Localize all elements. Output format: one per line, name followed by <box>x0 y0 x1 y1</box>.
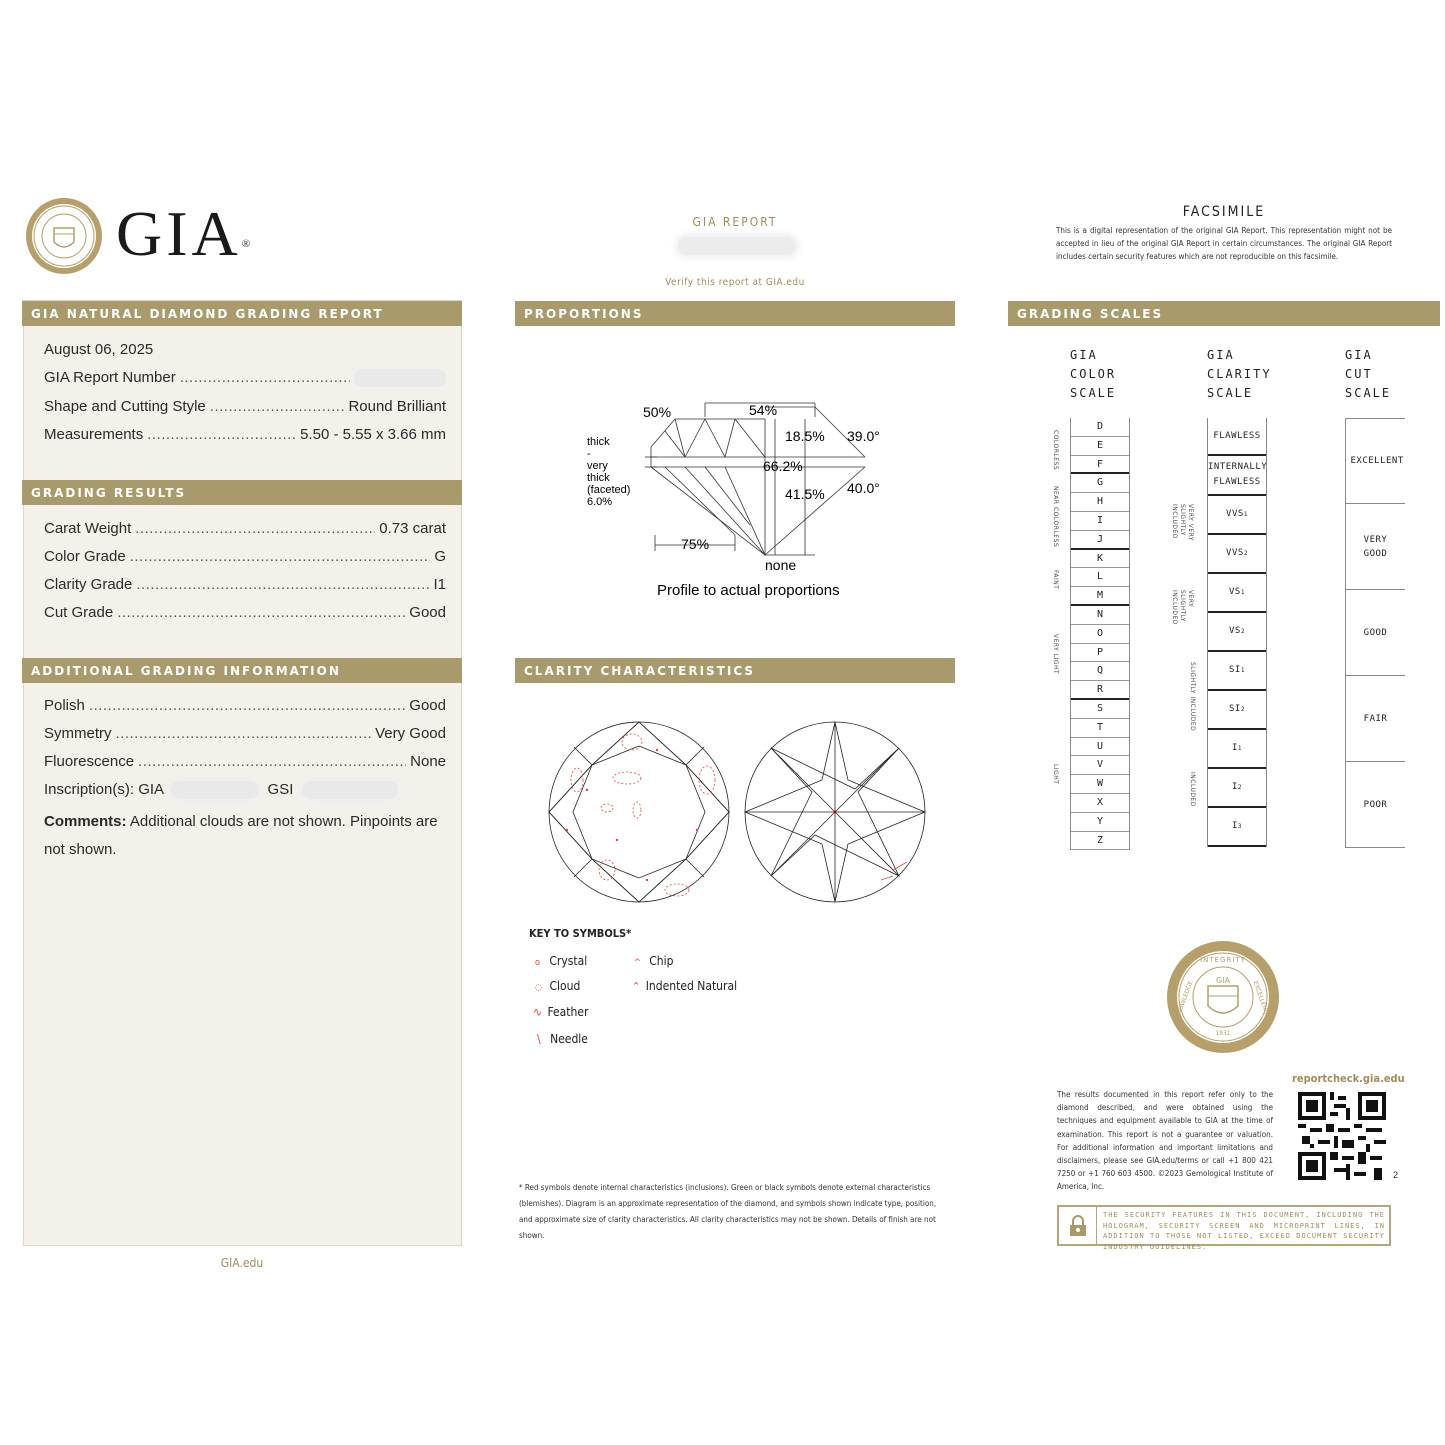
clarity-grade-9 <box>1208 769 1266 808</box>
girdle-l5: (faceted) <box>587 484 631 496</box>
grading-results-bar: GRADING RESULTS <box>22 480 462 505</box>
color-grade-y: Y <box>1071 813 1129 832</box>
seal-left: KNOWLEDGE <box>1174 979 1195 1020</box>
color-grade-o: O <box>1071 625 1129 644</box>
carat-value: 0.73 carat <box>379 520 446 537</box>
color-value: G <box>434 548 446 565</box>
chip-icon: ^ <box>634 958 641 968</box>
proportions-caption: Profile to actual proportions <box>657 582 840 599</box>
fluorescence-row <box>44 753 446 770</box>
clarity-grade-4 <box>1208 574 1266 613</box>
report-date: August 06, 2025 <box>44 341 154 358</box>
color-grade-p: P <box>1071 644 1129 663</box>
clarity-grade-label: SI <box>1229 704 1241 714</box>
gia-seal <box>1166 940 1280 1054</box>
shape-value: Round Brilliant <box>348 398 446 415</box>
key-feather: ∿ Feather <box>533 1005 589 1019</box>
clarity-grade-sub: 1 <box>1237 745 1243 752</box>
clarity-grade-5 <box>1208 613 1266 652</box>
girdle-l1: thick <box>587 436 610 448</box>
color-grade-t: T <box>1071 719 1129 738</box>
seal-center: GIA <box>1215 976 1231 985</box>
clarity-grade-label: I <box>1231 743 1238 753</box>
verify-text[interactable]: Verify this report at GIA.edu <box>665 277 805 288</box>
inscription-gia-redacted <box>171 781 259 799</box>
inscription-label: Inscription(s): GIA <box>44 781 164 798</box>
cloud-icon: ◌ <box>535 983 543 993</box>
seal-right: EXCELLENCE <box>1251 980 1272 1019</box>
color-grade-z: Z <box>1071 832 1129 851</box>
security-box <box>1057 1205 1391 1251</box>
gia-wordmark: GIA® <box>116 198 255 269</box>
clarity-grade-sub: 1 <box>1240 667 1245 674</box>
seal-year: 1931 <box>1215 1030 1231 1037</box>
color-grade-i: I <box>1071 512 1129 531</box>
color-grade-l: L <box>1071 568 1129 587</box>
color-group-colorless: COLORLESS <box>1052 430 1059 471</box>
footer-gia-edu[interactable]: GIA.edu <box>220 1256 264 1270</box>
clarity-grade-3 <box>1208 535 1266 574</box>
comments-label: Comments: <box>44 813 127 830</box>
clarity-grade-label: FLAWLESS <box>1213 430 1261 441</box>
fluorescence-value: None <box>410 753 446 770</box>
culet: none <box>765 557 797 573</box>
crown-angle: 39.0° <box>847 428 880 444</box>
qr-page-number: 2 <box>1393 1170 1399 1180</box>
grading-scales-bar: GRADING SCALES <box>1008 301 1440 326</box>
key-title: KEY TO SYMBOLS* <box>529 927 632 940</box>
girdle-l6: 6.0% <box>587 496 613 508</box>
carat-label: Carat Weight <box>44 520 132 537</box>
cut-label: Cut Grade <box>44 604 114 621</box>
needle-icon: \ <box>537 1032 541 1046</box>
color-grade-x: X <box>1071 794 1129 813</box>
color-grade-n: N <box>1071 606 1129 625</box>
clarity-group-included: INCLUDED <box>1189 772 1196 807</box>
clarity-grade-label: VS <box>1229 587 1241 597</box>
key-cloud: ◌ Cloud <box>535 979 581 993</box>
table-pct: 54% <box>749 402 778 418</box>
clarity-row <box>44 576 446 593</box>
clarity-grade-label: VVS <box>1226 509 1244 519</box>
polish-value: Good <box>409 697 446 714</box>
clarity-grade-2 <box>1208 496 1266 535</box>
cut-scale <box>1345 418 1405 848</box>
cut-grade-1: VERY GOOD <box>1346 504 1405 590</box>
color-grade-q: Q <box>1071 662 1129 681</box>
clarity-grade-sub: 1 <box>1243 511 1248 518</box>
clarity-label: Clarity Grade <box>44 576 133 593</box>
report-number-redacted <box>678 237 796 255</box>
clarity-bar: CLARITY CHARACTERISTICS <box>515 658 955 683</box>
total-depth: 66.2% <box>763 458 803 474</box>
proportions-bar: PROPORTIONS <box>515 301 955 326</box>
color-grade-j: J <box>1071 531 1129 550</box>
color-group-faint: FAINT <box>1052 570 1059 590</box>
additional-info-bar: ADDITIONAL GRADING INFORMATION <box>22 658 462 683</box>
report-label: GIA REPORT <box>692 215 778 229</box>
carat-row <box>44 520 446 537</box>
clarity-grade-sub: 2 <box>1240 706 1245 713</box>
cut-row <box>44 604 446 621</box>
color-grade-u: U <box>1071 738 1129 757</box>
girdle-l3: very <box>587 460 608 472</box>
crystal-icon: o <box>535 958 540 968</box>
color-grade-f: F <box>1071 456 1129 475</box>
comments <box>44 808 444 864</box>
inscription-row <box>44 781 398 799</box>
cut-grade-4: POOR <box>1346 762 1405 848</box>
facsimile-title: FACSIMILE <box>1182 204 1266 220</box>
color-grade-h: H <box>1071 493 1129 512</box>
proportions-diagram <box>575 395 905 605</box>
clarity-grade-10 <box>1208 808 1266 847</box>
color-group-light: LIGHT <box>1052 764 1059 785</box>
cut-grade-0: EXCELLENT <box>1346 419 1405 504</box>
color-grade-r: R <box>1071 681 1129 700</box>
color-grade-w: W <box>1071 775 1129 794</box>
clarity-grade-label: INTERNALLY FLAWLESS <box>1208 462 1268 487</box>
color-grade-m: M <box>1071 587 1129 606</box>
girdle-l2: - <box>587 448 591 460</box>
key-crystal: o Crystal <box>535 954 588 968</box>
clarity-grade-sub: 3 <box>1237 823 1243 830</box>
color-scale-head: GIA COLOR SCALE <box>1070 348 1117 400</box>
key-indented-natural: ⌃ Indented Natural <box>632 979 738 993</box>
symmetry-value: Very Good <box>375 725 446 742</box>
clarity-grade-sub: 2 <box>1237 784 1243 791</box>
clarity-grade-label: SI <box>1229 665 1241 675</box>
clarity-grade-label: VS <box>1229 626 1241 636</box>
report-title-bar: GIA NATURAL DIAMOND GRADING REPORT <box>22 301 462 326</box>
seal-top: INTEGRITY <box>1200 956 1246 964</box>
gia-seal-icon <box>24 196 104 276</box>
pavilion-angle: 40.0° <box>847 480 880 496</box>
polish-label: Polish <box>44 697 85 714</box>
inscription-gsi-redacted <box>302 781 398 799</box>
key-chip: ^ Chip <box>634 954 674 968</box>
clarity-group-vvs: VERY VERY SLIGHTLY INCLUDED <box>1171 504 1194 542</box>
clarity-grade-7 <box>1208 691 1266 730</box>
shape-label: Shape and Cutting Style <box>44 398 206 415</box>
color-grade-s: S <box>1071 700 1129 719</box>
feather-icon: ∿ <box>533 1005 543 1019</box>
fluorescence-label: Fluorescence <box>44 753 135 770</box>
comments-text: Additional clouds are not shown. Pinpoints are not shown. <box>44 813 438 858</box>
clarity-scale <box>1207 418 1267 847</box>
clarity-grade-sub: 1 <box>1240 589 1245 596</box>
cut-grade-3: FAIR <box>1346 676 1405 762</box>
clarity-group-vs: VERY SLIGHTLY INCLUDED <box>1171 590 1194 625</box>
clarity-scale-head: GIA CLARITY SCALE <box>1207 348 1272 400</box>
clarity-grade-sub: 2 <box>1243 550 1248 557</box>
measurements-label: Measurements <box>44 426 144 443</box>
color-grade-e: E <box>1071 437 1129 456</box>
qr-code-icon[interactable] <box>1298 1092 1386 1180</box>
lower-half: 75% <box>681 536 710 552</box>
clarity-grade-label: I <box>1231 782 1238 792</box>
cut-scale-head: GIA CUT SCALE <box>1345 348 1392 400</box>
lock-icon <box>1059 1207 1097 1244</box>
color-row <box>44 548 446 565</box>
legal-text: The results documented in this report refer only to the diamond described, and were obtained using the techniques and equipment available to GIA at the time of examination. This report is not a guarantee or valuation. For additional information and important limitations and disclaimers, please see GIA.edu/terms or call +1 800 421 7250 or +1 760 603 4500. ©2023 Gemological Institute of America, Inc. <box>1057 1090 1273 1192</box>
color-label: Color Grade <box>44 548 126 565</box>
color-group-very-light: VERY LIGHT <box>1052 634 1059 675</box>
color-group-near-colorless: NEAR COLORLESS <box>1052 486 1059 548</box>
symmetry-label: Symmetry <box>44 725 112 742</box>
girdle-l4: thick <box>587 472 610 484</box>
clarity-group-si: SLIGHTLY INCLUDED <box>1189 662 1196 732</box>
clarity-plot-crown <box>547 720 731 904</box>
report-number-row <box>44 369 446 387</box>
measurements-value: 5.50 - 5.55 x 3.66 mm <box>300 426 446 443</box>
pavilion-depth: 41.5% <box>785 486 825 502</box>
clarity-grade-8 <box>1208 730 1266 769</box>
report-number-value-redacted <box>354 369 446 387</box>
security-text: THE SECURITY FEATURES IN THIS DOCUMENT, INCLUDING THE HOLOGRAM, SECURITY SCREEN AND MICROPRINT LINES, IN ADDITION TO THOSE NOT LISTED, EXCEED DOCUMENT SECURITY INDUSTRY GUIDELINES. <box>1103 1211 1385 1251</box>
color-grade-v: V <box>1071 756 1129 775</box>
clarity-value: I1 <box>433 576 446 593</box>
clarity-grade-6 <box>1208 652 1266 691</box>
cut-value: Good <box>409 604 446 621</box>
clarity-grade-1 <box>1208 456 1266 496</box>
crown-height: 18.5% <box>785 428 825 444</box>
color-grade-d: D <box>1071 418 1129 437</box>
clarity-grade-0 <box>1208 418 1266 456</box>
report-number-label: GIA Report Number <box>44 369 176 386</box>
indented-natural-icon: ⌃ <box>632 980 641 993</box>
facsimile-text: This is a digital representation of the original GIA Report. This representation might not be accepted in lieu of the original GIA Report in certain circumstances. The original GIA Report includes certain security features which are not reproducible on this facsimile. <box>1056 226 1392 261</box>
measurements-row <box>44 426 446 443</box>
symmetry-row <box>44 725 446 742</box>
crown-pct: 50% <box>643 404 672 420</box>
reportcheck-url[interactable]: reportcheck.gia.edu <box>1292 1072 1405 1085</box>
key-needle: \ Needle <box>537 1032 588 1046</box>
clarity-grade-label: VVS <box>1226 548 1244 558</box>
clarity-footnote: * Red symbols denote internal characteristics (inclusions). Green or black symbols denote external characteristics (blemishes). Diagram is an approximate representation of the diamond, and symbols shown indicate type, position, and approximate size of clarity characteristics. All clarity characteristics may not be shown. Details of finish are not shown. <box>519 1183 937 1240</box>
color-grade-k: K <box>1071 550 1129 569</box>
color-grade-g: G <box>1071 474 1129 493</box>
polish-row <box>44 697 446 714</box>
clarity-grade-sub: 2 <box>1240 628 1245 635</box>
inscription-gsi-label: GSI <box>267 781 294 798</box>
cut-grade-2: GOOD <box>1346 590 1405 676</box>
clarity-grade-label: I <box>1231 821 1238 831</box>
gia-logo <box>24 196 264 276</box>
clarity-plot-pavilion <box>743 720 927 904</box>
color-scale <box>1070 418 1130 850</box>
shape-row <box>44 398 446 415</box>
